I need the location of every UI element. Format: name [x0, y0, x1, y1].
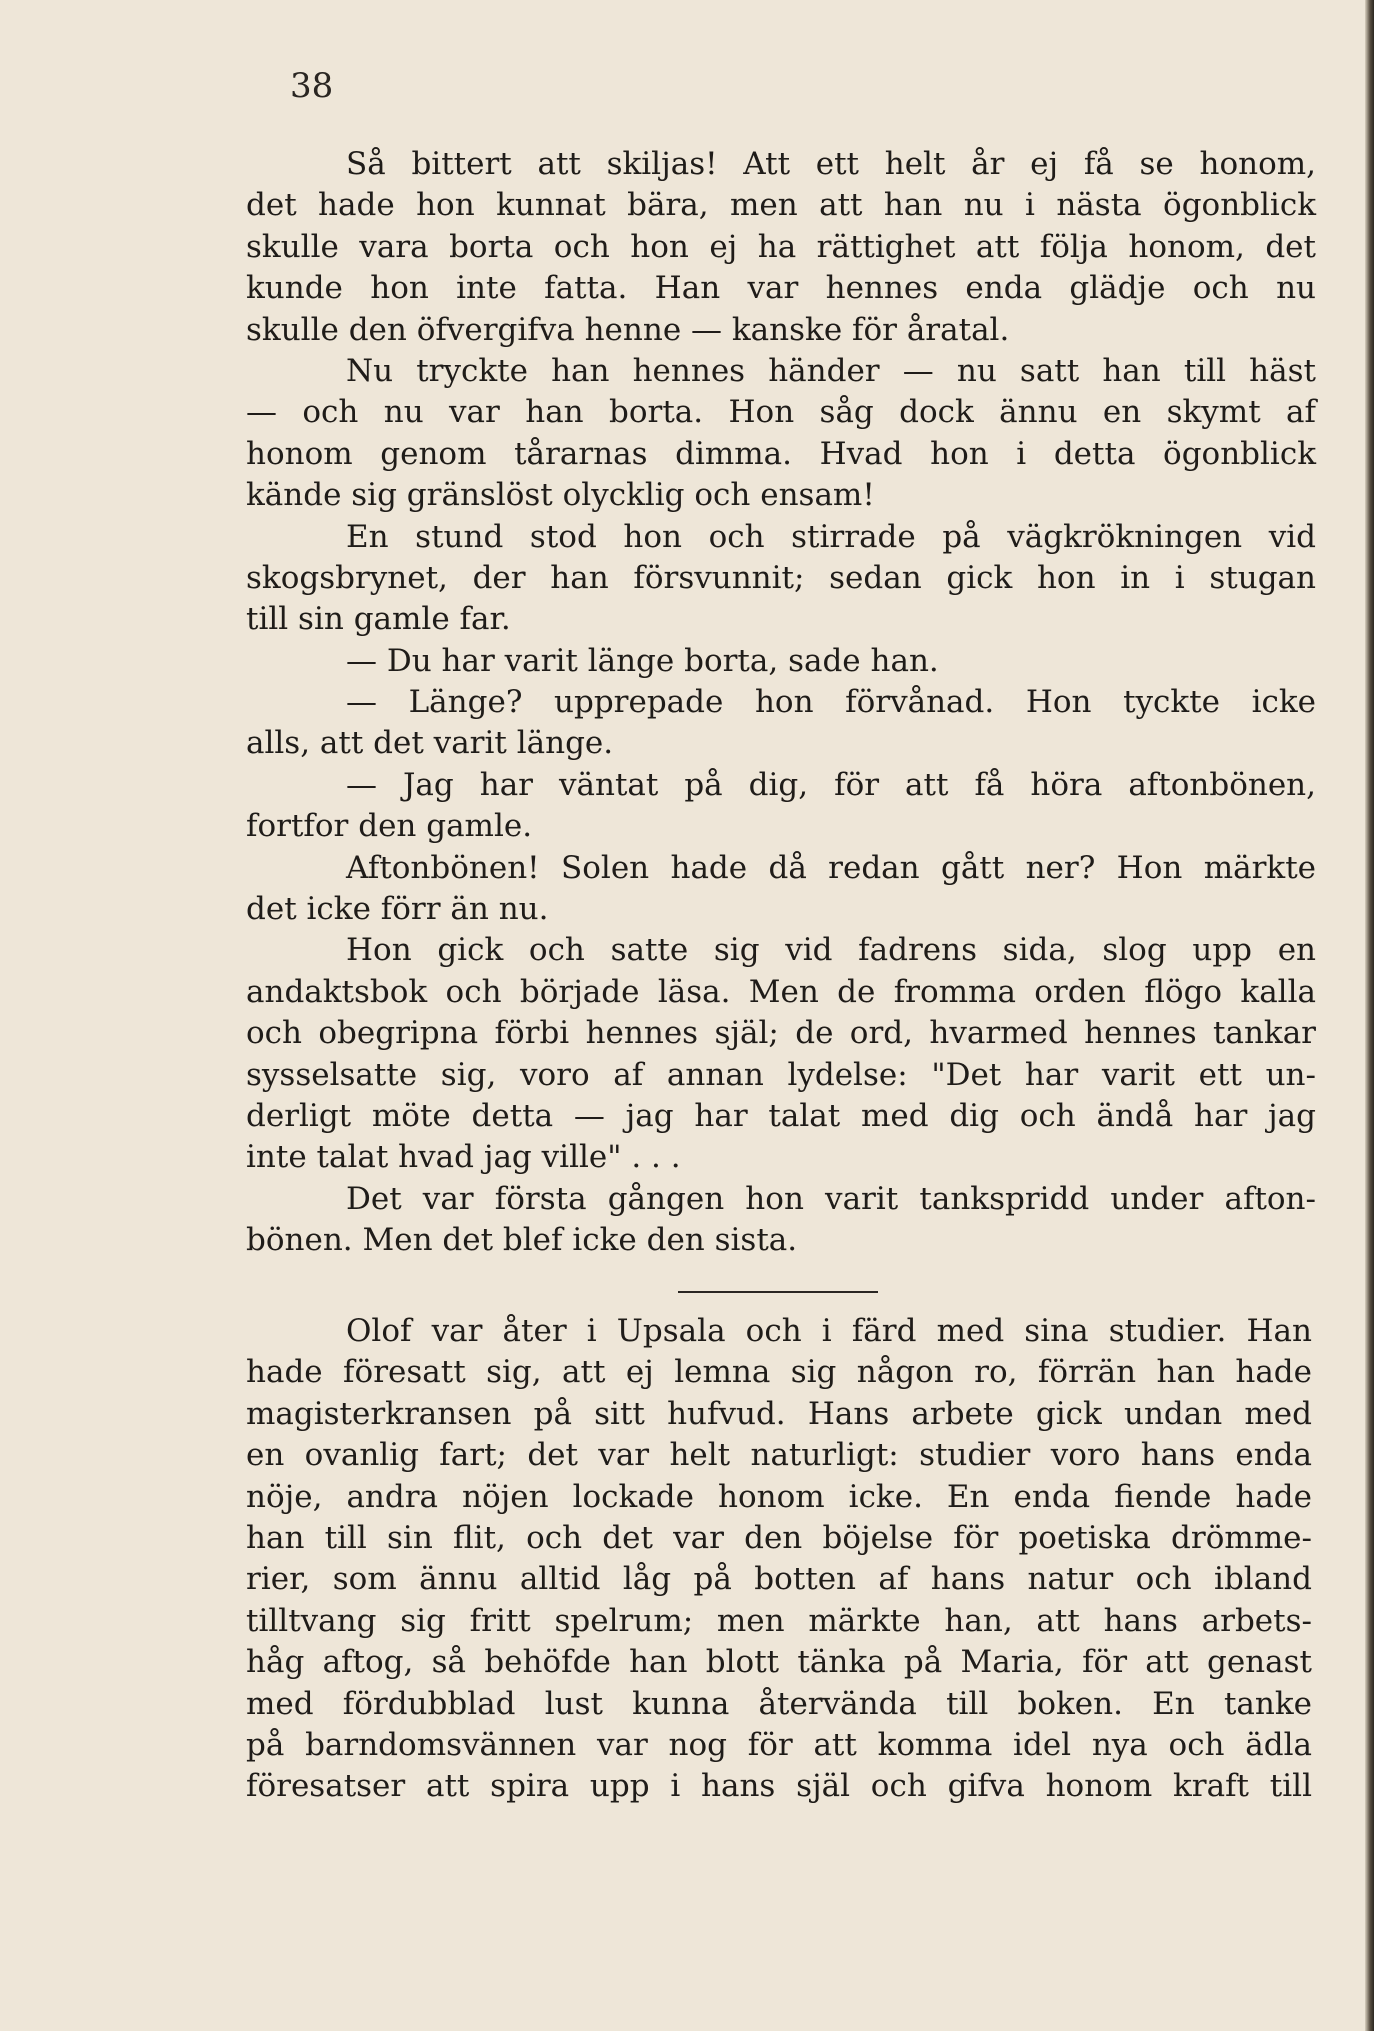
- text-line: derligt möte detta — jag har talat med dig och ändå har jag: [246, 1097, 1316, 1134]
- text-line: sysselsatte sig, voro af annan lydelse: "Det har varit ett un-: [246, 1056, 1316, 1093]
- text-line: tilltvang sig fritt spelrum; men märkte han, att hans arbets-: [246, 1602, 1312, 1639]
- text-line: föresatser att spira upp i hans själ och gifva honom kraft till: [246, 1768, 1312, 1805]
- text-line: Nu tryckte han hennes händer — nu satt han till häst: [346, 352, 1316, 389]
- text-line: Det var första gången hon varit tankspridd under afton-: [346, 1180, 1316, 1217]
- text-line: hade föresatt sig, att ej lemna sig någon ro, förrän han hade: [246, 1354, 1312, 1391]
- text-line: Hon gick och satte sig vid fadrens sida, slog upp en: [346, 932, 1316, 969]
- text-line: — Länge? upprepade hon förvånad. Hon tyckte icke: [346, 684, 1316, 721]
- text-line: bönen. Men det blef icke den sista.: [246, 1222, 798, 1259]
- text-line: — och nu var han borta. Hon såg dock ännu en skymt af: [246, 394, 1316, 431]
- text-line: andaktsbok och började läsa. Men de fromma orden flögo kalla: [246, 973, 1316, 1010]
- text-line: det hade hon kunnat bära, men att han nu i nästa ögonblick: [246, 187, 1316, 224]
- text-line: skulle den öfvergifva henne — kanske för åratal.: [246, 311, 1010, 348]
- text-line: han till sin flit, och det var den böjelse för poetiska drömme-: [246, 1519, 1312, 1556]
- text-line: alls, att det varit länge.: [246, 725, 614, 762]
- text-line: håg aftog, så behöfde han blott tänka på Maria, för att genast: [246, 1644, 1312, 1681]
- page-number: 38: [290, 66, 334, 106]
- text-line: på barndomsvännen var nog för att komma idel nya och ädla: [246, 1726, 1312, 1763]
- text-line: skulle vara borta och hon ej ha rättighet att följa honom, det: [246, 228, 1316, 265]
- text-line: en ovanlig fart; det var helt naturligt: studier voro hans enda: [246, 1437, 1312, 1474]
- text-line: Så bittert att skiljas! Att ett helt år ej få se honom,: [346, 146, 1316, 182]
- text-line: magisterkransen på sitt hufvud. Hans arbete gick undan med: [246, 1395, 1312, 1432]
- text-line: och obegripna förbi hennes själ; de ord, hvarmed hennes tankar: [246, 1015, 1316, 1052]
- text-line: skogsbrynet, der han försvunnit; sedan gick hon in i stugan: [246, 559, 1316, 596]
- text-line: fortfor den gamle.: [246, 808, 533, 845]
- text-line: — Du har varit länge borta, sade han.: [346, 642, 939, 679]
- text-line: med fördubblad lust kunna återvända till boken. En tanke: [246, 1685, 1312, 1722]
- text-line: Aftonbönen! Solen hade då redan gått ner? Hon märkte: [346, 849, 1316, 886]
- text-line: inte talat hvad jag ville" . . .: [246, 1139, 681, 1176]
- text-line: det icke förr än nu.: [246, 891, 549, 928]
- text-line: kände sig gränslöst olycklig och ensam!: [246, 477, 875, 514]
- text-line: kunde hon inte fatta. Han var hennes enda glädje och nu: [246, 270, 1316, 307]
- text-section-2: [246, 1311, 1312, 1808]
- text-section-1: [246, 144, 1316, 1262]
- section-divider: [678, 1291, 878, 1293]
- text-line: honom genom tårarnas dimma. Hvad hon i detta ögonblick: [246, 435, 1316, 472]
- text-line: — Jag har väntat på dig, för att få höra aftonbönen,: [346, 766, 1316, 803]
- text-line: nöje, andra nöjen lockade honom icke. En enda fiende hade: [246, 1478, 1312, 1515]
- text-line: En stund stod hon och stirrade på vägkrökningen vid: [346, 518, 1316, 555]
- text-line: Olof var åter i Upsala och i färd med sina studier. Han: [346, 1313, 1312, 1349]
- text-line: till sin gamle far.: [246, 601, 511, 638]
- text-line: rier, som ännu alltid låg på botten af hans natur och ibland: [246, 1561, 1312, 1598]
- page-edge: [1365, 0, 1374, 2031]
